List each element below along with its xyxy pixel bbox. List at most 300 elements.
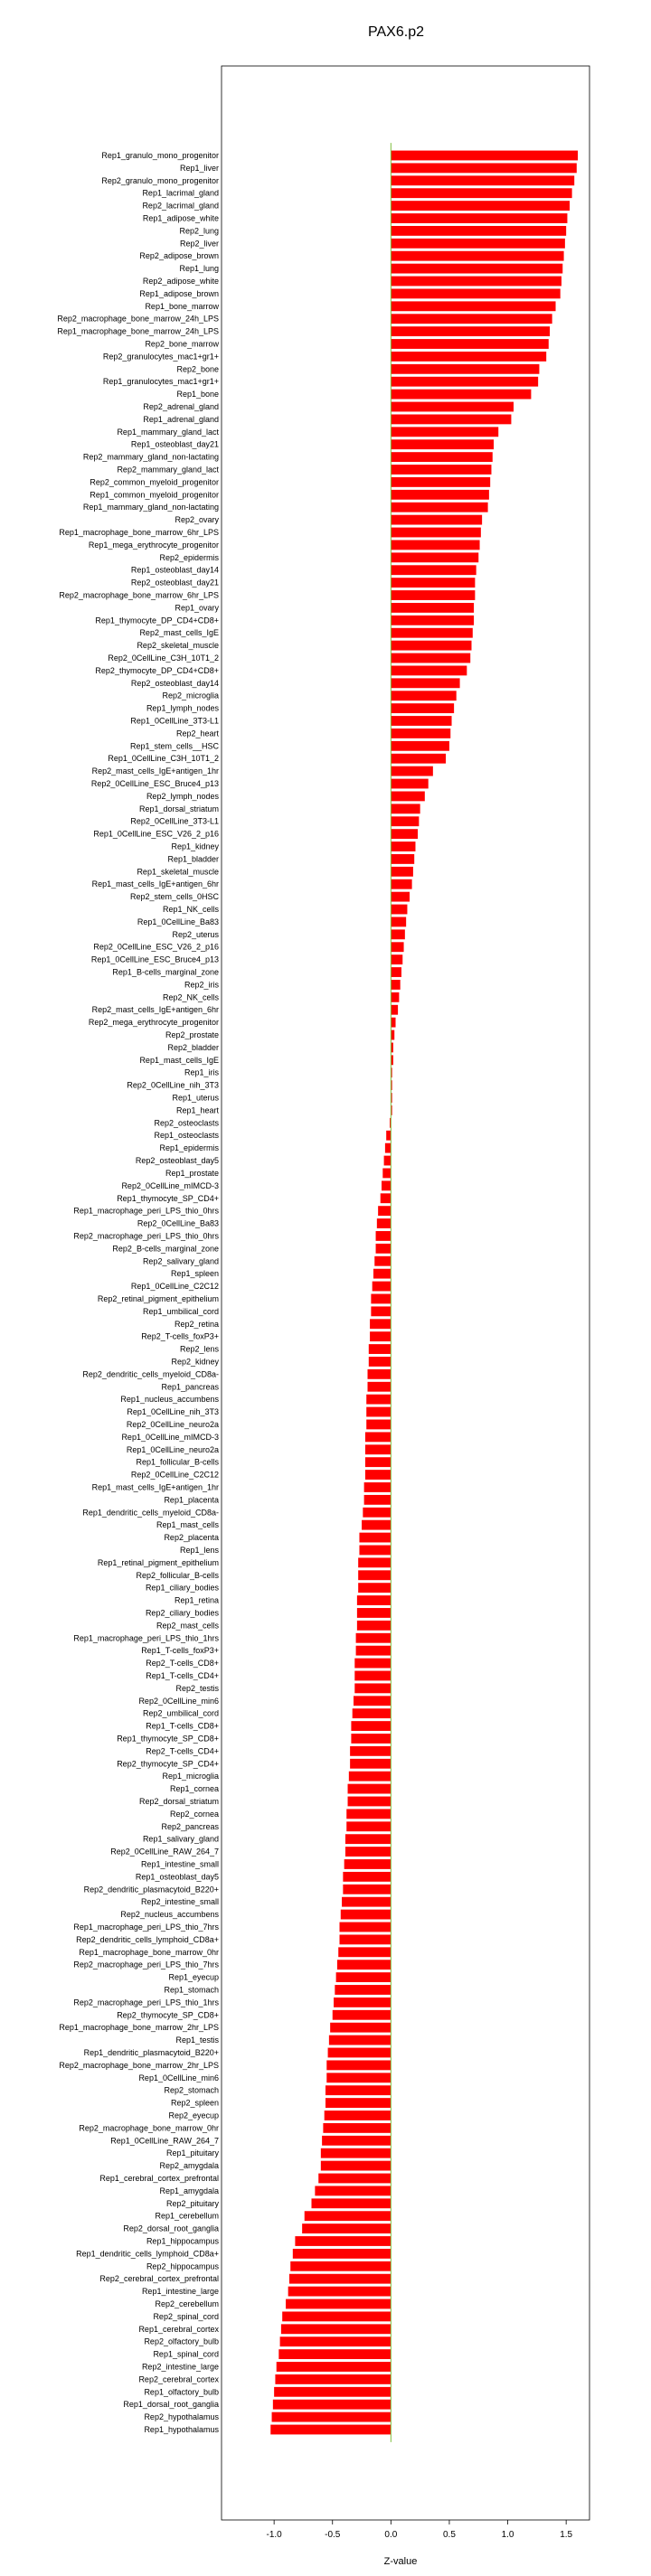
bar xyxy=(391,251,563,261)
category-label: Rep1_dorsal_root_ganglia xyxy=(123,2400,219,2410)
category-label: Rep2_NK_cells xyxy=(162,992,219,1002)
bar xyxy=(391,729,450,738)
bar xyxy=(345,1847,391,1857)
category-label: Rep1_bone_marrow xyxy=(145,301,219,311)
bar xyxy=(373,1282,392,1292)
category-label: Rep1_intestine_small xyxy=(140,1859,219,1869)
bar xyxy=(391,854,414,864)
bar xyxy=(357,1608,391,1618)
category-label: Rep1_0CellLine_Ba83 xyxy=(137,917,219,926)
category-label: Rep1_spinal_cord xyxy=(153,2349,219,2359)
bar xyxy=(370,1331,391,1341)
bar xyxy=(391,1005,398,1015)
bar xyxy=(381,1193,392,1203)
bar xyxy=(391,1030,394,1040)
bar xyxy=(353,1708,392,1718)
bar xyxy=(391,541,479,550)
category-label: Rep1_stomach xyxy=(164,1985,219,1995)
category-label: Rep1_macrophage_bone_marrow_0hr xyxy=(79,1947,219,1957)
bar xyxy=(288,2287,392,2297)
category-label: Rep1_mast_cells_IgE+antigen_6hr xyxy=(91,879,219,889)
category-label: Rep1_mast_cells xyxy=(156,1520,219,1530)
category-label: Rep2_macrophage_bone_marrow_24h_LPS xyxy=(57,314,219,324)
bar xyxy=(340,1923,392,1932)
x-tick-label: 0.0 xyxy=(384,2530,398,2540)
bar xyxy=(391,678,459,688)
category-label: Rep1_lung xyxy=(179,264,219,274)
bar xyxy=(391,427,498,437)
bar xyxy=(366,1420,391,1430)
category-label: Rep2_pancreas xyxy=(161,1821,219,1831)
category-label: Rep2_macrophage_peri_LPS_thio_1hrs xyxy=(73,1998,219,2007)
bar xyxy=(374,1256,391,1266)
bar xyxy=(391,201,570,211)
category-label: Rep1_placenta xyxy=(164,1495,219,1505)
category-label: Rep1_dendritic_cells_myeloid_CD8a- xyxy=(82,1508,219,1518)
category-label: Rep2_macrophage_bone_marrow_6hr_LPS xyxy=(59,590,219,600)
bar xyxy=(295,2236,391,2246)
bar xyxy=(357,1595,391,1605)
bar xyxy=(391,716,451,726)
category-label: Rep1_dendritic_plasmacytoid_B220+ xyxy=(83,2047,219,2057)
chart-title: PAX6.p2 xyxy=(368,24,424,40)
category-label: Rep2_dorsal_striatum xyxy=(138,1796,219,1806)
category-label: Rep2_0CellLine_C2C12 xyxy=(130,1470,219,1480)
bar xyxy=(391,175,574,185)
bar xyxy=(305,2211,392,2221)
category-label: Rep2_kidney xyxy=(171,1357,219,1367)
category-label: Rep2_intestine_small xyxy=(140,1897,219,1907)
bar xyxy=(391,841,415,851)
bar xyxy=(286,2299,391,2309)
bar xyxy=(369,1357,392,1367)
category-label: Rep1_thymocyte_DP_CD4+CD8+ xyxy=(95,616,219,625)
category-label: Rep2_mega_erythrocyte_progenitor xyxy=(88,1018,219,1028)
bar xyxy=(391,352,546,362)
category-label: Rep1_cerebral_cortex xyxy=(138,2324,219,2334)
category-label: Rep1_0CellLine_ESC_V26_2_p16 xyxy=(93,829,219,839)
category-label: Rep1_salivary_gland xyxy=(142,1834,219,1844)
category-label: Rep1_0CellLine_mIMCD-3 xyxy=(121,1432,219,1442)
category-label: Rep2_cerebral_cortex xyxy=(138,2374,219,2384)
category-label: Rep1_bone xyxy=(176,390,219,400)
bar xyxy=(337,1960,391,1970)
bar xyxy=(346,1809,391,1819)
category-label: Rep1_hypothalamus xyxy=(144,2425,219,2434)
category-label: Rep2_bone xyxy=(176,364,219,374)
category-label: Rep1_spleen xyxy=(170,1269,219,1279)
category-label: Rep1_prostate xyxy=(165,1168,219,1178)
bar xyxy=(391,616,474,625)
category-label: Rep2_stomach xyxy=(164,2085,219,2095)
category-label: Rep2_granulo_mono_progenitor xyxy=(101,175,219,185)
category-label: Rep2_mast_cells_IgE+antigen_1hr xyxy=(91,766,219,776)
bar xyxy=(391,917,406,927)
bar xyxy=(315,2186,391,2195)
bar xyxy=(391,879,411,889)
category-label: Rep1_B-cells_marginal_zone xyxy=(112,967,219,977)
category-label: Rep1_osteoblast_day21 xyxy=(130,439,219,449)
category-label: Rep1_T-cells_CD4+ xyxy=(146,1670,219,1680)
x-tick-label: 1.5 xyxy=(560,2530,573,2540)
bar xyxy=(351,1721,391,1731)
bar xyxy=(321,2148,392,2158)
category-label: Rep2_iris xyxy=(184,980,219,990)
bars-group xyxy=(270,151,578,2435)
bar xyxy=(391,226,566,236)
bar xyxy=(391,552,478,562)
bar xyxy=(391,339,548,349)
bar xyxy=(377,1218,392,1228)
category-label: Rep1_dendritic_cells_lymphoid_CD8a+ xyxy=(76,2249,219,2259)
category-label: Rep2_ovary xyxy=(175,515,219,525)
category-label: Rep1_osteoclasts xyxy=(154,1131,219,1141)
category-label: Rep1_0CellLine_min6 xyxy=(138,2073,219,2082)
bar xyxy=(354,1696,391,1706)
category-label: Rep1_macrophage_peri_LPS_thio_7hrs xyxy=(73,1922,219,1932)
category-label: Rep1_stem_cells__HSC xyxy=(129,741,219,751)
bar xyxy=(391,151,578,161)
category-label: Rep2_0CellLine_3T3-L1 xyxy=(130,816,219,826)
category-label: Rep1_osteoblast_day5 xyxy=(135,1872,219,1882)
category-label: Rep1_adrenal_gland xyxy=(143,414,219,424)
bar xyxy=(342,1897,391,1907)
bar xyxy=(391,465,491,475)
category-label: Rep2_dendritic_cells_lymphoid_CD8a+ xyxy=(76,1934,219,1944)
bar xyxy=(365,1444,391,1454)
category-label: Rep2_mammary_gland_lact xyxy=(117,465,219,475)
category-label: Rep2_ciliary_bodies xyxy=(145,1608,219,1618)
bar xyxy=(354,1683,391,1693)
bar xyxy=(391,967,401,977)
bar xyxy=(348,1784,392,1794)
bar xyxy=(356,1633,392,1643)
bar xyxy=(391,703,454,713)
bar xyxy=(358,1570,391,1580)
bar xyxy=(391,754,446,764)
bar xyxy=(351,1734,391,1744)
category-label: Rep1_nucleus_accumbens xyxy=(120,1395,219,1405)
category-label: Rep2_pituitary xyxy=(165,2198,219,2208)
bar xyxy=(391,390,531,400)
bar xyxy=(343,1885,391,1894)
bar xyxy=(391,301,555,311)
bar xyxy=(330,2023,391,2033)
category-label: Rep1_NK_cells xyxy=(162,905,219,915)
category-label: Rep1_skeletal_muscle xyxy=(137,867,219,877)
bar xyxy=(348,1797,392,1807)
bar xyxy=(378,1206,391,1216)
category-label: Rep1_pancreas xyxy=(161,1382,219,1392)
bar xyxy=(354,1671,391,1681)
bar xyxy=(270,2425,391,2435)
category-label: Rep2_adipose_brown xyxy=(139,251,219,261)
category-label: Rep2_olfactory_bulb xyxy=(144,2336,219,2346)
category-label: Rep2_liver xyxy=(179,239,219,249)
category-label: Rep1_kidney xyxy=(171,841,219,851)
category-label: Rep2_lacrimal_gland xyxy=(142,201,219,211)
x-tick-label: -1.0 xyxy=(266,2530,282,2540)
bar xyxy=(293,2249,392,2259)
bar xyxy=(369,1344,392,1354)
bar xyxy=(333,2010,392,2020)
x-tick-label: -0.5 xyxy=(325,2530,341,2540)
category-label: Rep1_mast_cells_IgE+antigen_1hr xyxy=(91,1482,219,1492)
category-label: Rep2_adrenal_gland xyxy=(143,402,219,412)
bar xyxy=(280,2336,392,2346)
bar xyxy=(277,2362,392,2372)
category-label: Rep1_lymph_nodes xyxy=(146,703,219,713)
bar xyxy=(391,641,471,651)
bar xyxy=(391,288,560,298)
bar xyxy=(376,1231,392,1241)
category-label: Rep2_lens xyxy=(179,1344,219,1354)
bar xyxy=(328,2048,392,2058)
category-label: Rep2_hippocampus xyxy=(146,2261,219,2271)
bar xyxy=(363,1508,391,1518)
bar xyxy=(391,477,490,487)
bar xyxy=(326,2060,391,2070)
bar xyxy=(272,2412,392,2422)
category-label: Rep1_granulo_mono_progenitor xyxy=(101,151,219,160)
bar xyxy=(274,2387,391,2397)
bar xyxy=(391,490,489,500)
category-label: Rep2_0CellLine_ESC_V26_2_p16 xyxy=(93,942,219,952)
bar xyxy=(391,992,399,1002)
bar xyxy=(321,2161,392,2171)
bar xyxy=(391,326,550,336)
x-tick-label: 0.5 xyxy=(442,2530,456,2540)
category-label: Rep2_lung xyxy=(179,226,219,236)
category-label: Rep2_mast_cells xyxy=(156,1621,219,1631)
bar xyxy=(391,653,470,663)
bar xyxy=(376,1244,392,1254)
bar xyxy=(368,1382,392,1392)
bar xyxy=(365,1470,391,1480)
category-label: Rep1_thymocyte_SP_CD4+ xyxy=(117,1193,219,1203)
category-label: Rep1_retina xyxy=(174,1595,219,1605)
bar xyxy=(329,2035,391,2045)
category-label: Rep1_adipose_brown xyxy=(139,288,219,298)
category-label: Rep1_bladder xyxy=(167,854,219,864)
bar xyxy=(391,515,482,525)
bar xyxy=(365,1432,391,1442)
bar xyxy=(344,1859,392,1869)
category-label: Rep1_amygdala xyxy=(159,2186,219,2195)
category-label: Rep2_thymocyte_DP_CD4+CD8+ xyxy=(95,665,219,675)
bar xyxy=(384,1156,392,1166)
bar xyxy=(391,741,449,751)
bar xyxy=(391,239,565,249)
category-label: Rep2_osteoblast_day14 xyxy=(130,678,219,688)
category-label: Rep1_hippocampus xyxy=(146,2236,219,2246)
category-label: Rep2_dorsal_root_ganglia xyxy=(123,2223,219,2233)
category-label: Rep2_0CellLine_ESC_Bruce4_p13 xyxy=(90,779,219,789)
bar xyxy=(391,942,403,952)
x-axis-label: Z-value xyxy=(383,2556,418,2567)
category-label: Rep1_macrophage_bone_marrow_6hr_LPS xyxy=(59,528,219,538)
bar xyxy=(273,2400,392,2410)
category-label: Rep2_macrophage_peri_LPS_thio_7hrs xyxy=(73,1960,219,1970)
bar xyxy=(391,503,487,512)
category-label: Rep1_0CellLine_nih_3T3 xyxy=(127,1407,219,1417)
category-label: Rep2_prostate xyxy=(165,1030,219,1040)
category-label: Rep1_mega_erythrocyte_progenitor xyxy=(88,540,219,550)
bar xyxy=(346,1821,391,1831)
category-label: Rep1_T-cells_CD8+ xyxy=(146,1721,219,1731)
bar xyxy=(358,1557,391,1567)
category-label: Rep1_common_myeloid_progenitor xyxy=(90,490,219,500)
category-label: Rep2_cornea xyxy=(169,1809,219,1819)
category-label: Rep1_0CellLine_neuro2a xyxy=(126,1444,219,1454)
bar xyxy=(391,766,433,776)
category-label: Rep2_skeletal_muscle xyxy=(137,641,219,651)
bar xyxy=(391,213,567,223)
bar xyxy=(391,603,474,613)
category-label: Rep2_T-cells_CD8+ xyxy=(146,1659,219,1669)
bar xyxy=(358,1583,391,1593)
category-label: Rep1_T-cells_foxP3+ xyxy=(141,1646,219,1656)
bar xyxy=(326,2073,391,2082)
bar xyxy=(365,1457,391,1467)
bar xyxy=(382,1180,391,1190)
category-label: Rep1_thymocyte_SP_CD8+ xyxy=(117,1734,219,1744)
category-label: Rep2_spleen xyxy=(170,2098,219,2108)
category-label: Rep2_bladder xyxy=(167,1042,219,1052)
bar xyxy=(334,1998,391,2007)
x-axis xyxy=(267,2520,573,2540)
bar xyxy=(322,2136,391,2146)
bar xyxy=(391,364,539,374)
bar xyxy=(336,1972,392,1982)
category-label: Rep1_granulocytes_mac1+gr1+ xyxy=(102,377,219,387)
category-label: Rep2_0CellLine_mIMCD-3 xyxy=(121,1180,219,1190)
category-label: Rep2_eyecup xyxy=(168,2111,219,2120)
bar xyxy=(318,2174,391,2184)
bar xyxy=(362,1520,391,1530)
bar xyxy=(364,1495,392,1505)
category-label: Rep1_adipose_white xyxy=(142,213,219,223)
category-label: Rep2_placenta xyxy=(164,1533,219,1543)
category-label: Rep1_testis xyxy=(175,2035,219,2045)
bar xyxy=(391,779,428,789)
category-label: Rep1_eyecup xyxy=(168,1972,219,1982)
category-label: Rep2_mammary_gland_non-lactating xyxy=(82,452,219,462)
bar xyxy=(391,929,405,939)
category-label: Rep1_cerebellum xyxy=(155,2211,219,2221)
bar xyxy=(391,867,413,877)
bar xyxy=(368,1369,392,1379)
category-label: Rep2_macrophage_bone_marrow_0hr xyxy=(79,2123,219,2133)
x-tick-label: 1.0 xyxy=(501,2530,514,2540)
bar xyxy=(343,1872,391,1882)
bar xyxy=(278,2349,391,2359)
category-label: Rep2_heart xyxy=(175,729,219,738)
bar xyxy=(323,2123,391,2133)
bar xyxy=(350,1759,391,1769)
bar xyxy=(385,1143,391,1153)
category-label: Rep2_B-cells_marginal_zone xyxy=(112,1244,219,1254)
category-label: Rep1_retinal_pigment_epithelium xyxy=(97,1557,219,1567)
category-label: Rep1_0CellLine_C3H_10T1_2 xyxy=(108,754,219,764)
bar xyxy=(326,2085,391,2095)
bar xyxy=(311,2198,391,2208)
category-label: Rep2_stem_cells_0HSC xyxy=(129,892,219,902)
bar xyxy=(391,829,418,839)
bar xyxy=(350,1746,391,1756)
category-label: Rep2_bone_marrow xyxy=(145,339,219,349)
category-label: Rep1_umbilical_cord xyxy=(142,1306,219,1316)
category-label: Rep2_common_myeloid_progenitor xyxy=(90,477,219,487)
category-label: Rep2_mast_cells_IgE+antigen_6hr xyxy=(91,1005,219,1015)
category-label: Rep1_intestine_large xyxy=(141,2287,219,2297)
category-label: Rep1_0CellLine_C2C12 xyxy=(130,1282,219,1292)
category-label: Rep1_heart xyxy=(175,1105,219,1115)
category-label: Rep1_macrophage_bone_marrow_24h_LPS xyxy=(57,326,219,336)
category-label: Rep1_ciliary_bodies xyxy=(145,1583,219,1593)
category-label: Rep2_microglia xyxy=(162,691,219,700)
category-label: Rep2_cerebellum xyxy=(155,2299,219,2308)
bar xyxy=(290,2261,391,2271)
bar xyxy=(345,1834,391,1844)
category-label: Rep1_mast_cells_IgE xyxy=(139,1055,219,1065)
bar xyxy=(302,2223,391,2233)
category-label: Rep2_hypothalamus xyxy=(144,2412,219,2422)
category-label: Rep2_T-cells_foxP3+ xyxy=(141,1331,219,1341)
category-label: Rep2_testis xyxy=(175,1683,219,1693)
category-label: Rep1_macrophage_peri_LPS_thio_1hrs xyxy=(73,1633,219,1643)
category-label: Rep1_0CellLine_ESC_Bruce4_p13 xyxy=(90,954,219,964)
bar xyxy=(391,792,424,802)
category-label: Rep2_uterus xyxy=(172,929,219,939)
bar xyxy=(281,2324,391,2334)
bar xyxy=(391,402,514,412)
bar xyxy=(391,892,410,902)
category-label: Rep2_retina xyxy=(174,1319,219,1329)
category-label: Rep2_osteoblast_day21 xyxy=(130,578,219,588)
category-label: Rep2_T-cells_CD4+ xyxy=(146,1746,219,1756)
bar xyxy=(391,414,511,424)
bar xyxy=(391,264,562,274)
category-label: Rep1_dorsal_striatum xyxy=(138,804,219,813)
bar xyxy=(391,691,456,700)
bar xyxy=(373,1269,391,1279)
category-label: Rep1_iris xyxy=(184,1067,219,1077)
category-label: Rep1_olfactory_bulb xyxy=(144,2387,219,2397)
category-label: Rep2_granulocytes_mac1+gr1+ xyxy=(102,352,219,362)
category-label: Rep2_osteoblast_day5 xyxy=(135,1156,219,1166)
category-label: Rep1_pituitary xyxy=(165,2148,219,2158)
bar xyxy=(326,2098,391,2108)
bar xyxy=(391,590,475,600)
category-label: Rep2_cerebral_cortex_prefrontal xyxy=(99,2274,219,2284)
bar xyxy=(391,666,467,676)
bar xyxy=(359,1533,391,1543)
category-label: Rep2_epidermis xyxy=(159,552,219,562)
bar xyxy=(370,1319,391,1329)
bar xyxy=(289,2274,391,2284)
category-label: Rep2_0CellLine_C3H_10T1_2 xyxy=(108,653,219,663)
category-label: Rep2_amygdala xyxy=(159,2161,219,2171)
bar xyxy=(391,980,400,990)
bar xyxy=(371,1306,391,1316)
category-label: Rep2_dendritic_plasmacytoid_B220+ xyxy=(83,1885,219,1894)
bar xyxy=(391,628,472,638)
bar xyxy=(391,452,492,462)
bar xyxy=(366,1407,391,1417)
category-label: Rep2_thymocyte_SP_CD8+ xyxy=(117,2010,219,2020)
bar xyxy=(366,1395,391,1405)
